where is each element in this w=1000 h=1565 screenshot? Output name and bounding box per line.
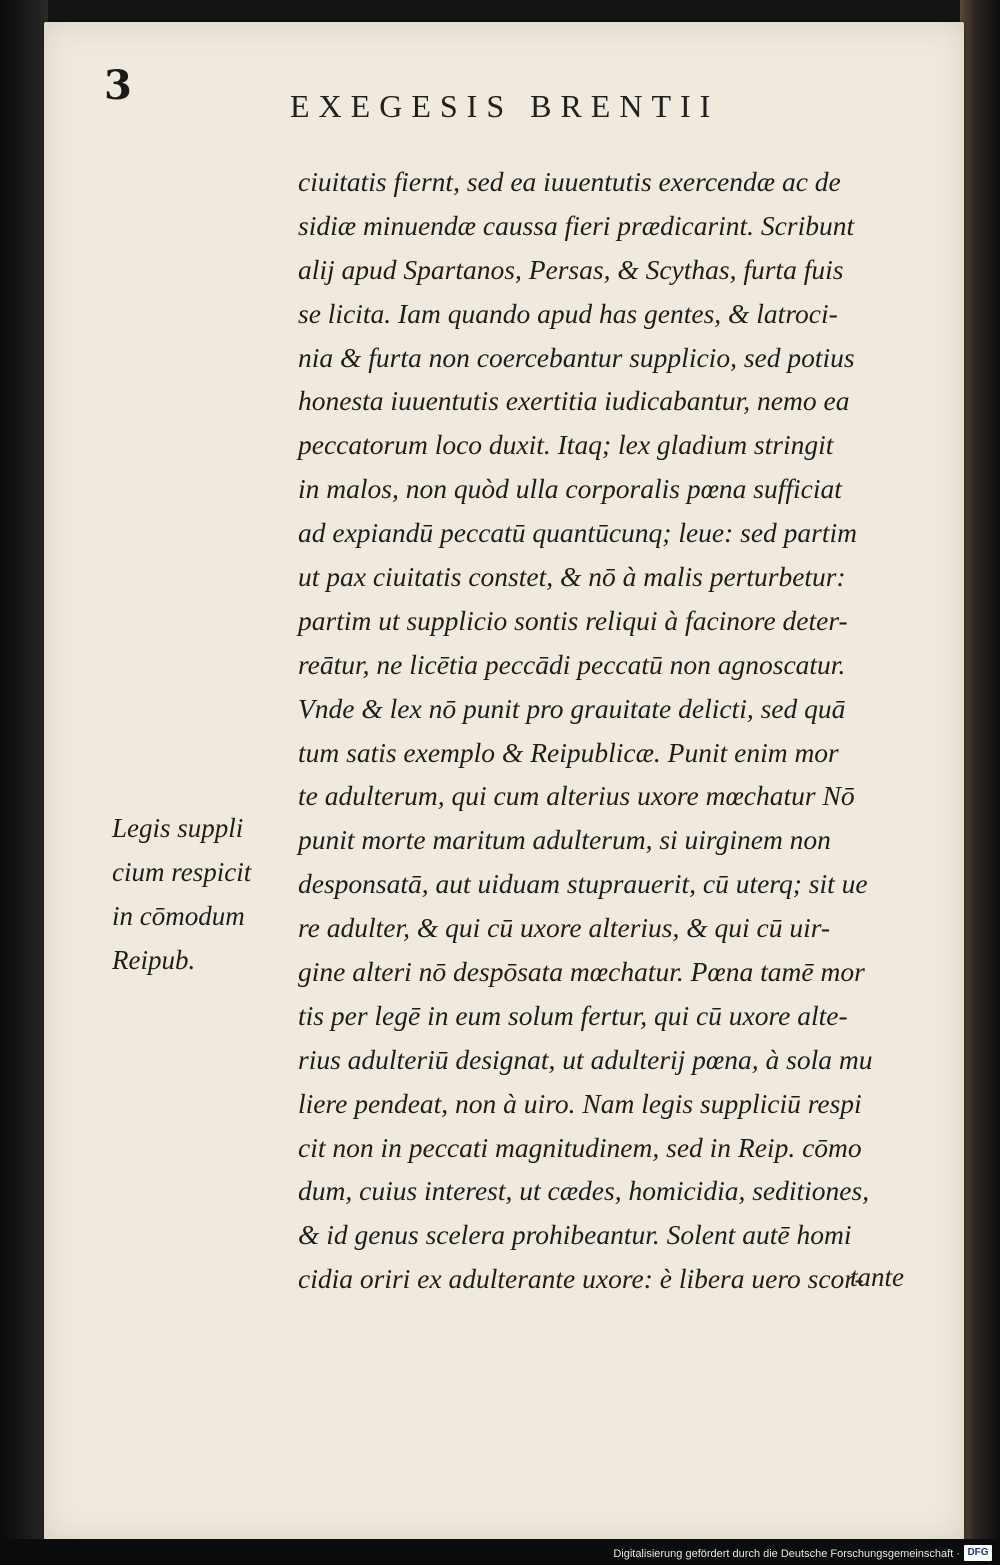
text-line: in malos, non quòd ulla corporalis pœna sufficiat xyxy=(298,473,842,505)
marginal-note xyxy=(112,806,292,982)
text-line: dum, cuius interest, ut cædes, homicidia, seditiones, xyxy=(298,1175,870,1207)
text-line: tis per legē in eum solum fertur, qui cū uxore alte- xyxy=(298,999,848,1031)
book-left-edge xyxy=(0,0,48,1540)
text-line: liere pendeat, non à uiro. Nam legis suppliciū respi xyxy=(298,1087,862,1119)
text-line: re adulter, & qui cū uxore alterius, & qui cū uir- xyxy=(298,912,831,944)
text-line: gine alteri nō despōsata mœchatur. Pœna tamē mor xyxy=(298,956,865,988)
body-text xyxy=(298,160,938,1301)
text-line: ad expiandū peccatū quantūcunq; leue: sed partim xyxy=(298,517,858,549)
text-line: te adulterum, qui cum alterius uxore mœchatur Nō xyxy=(298,780,855,812)
text-line: alij apud Spartanos, Persas, & Scythas, furta fuis xyxy=(298,253,844,285)
text-line: reātur, ne licētia peccādi peccatū non agnoscatur. xyxy=(298,648,846,680)
text-line: & id genus scelera prohibeantur. Solent autē homi xyxy=(298,1219,852,1251)
text-line: cidia oriri ex adulterante uxore: è libera uero scor- xyxy=(298,1263,864,1295)
marginal-note-line: cium respicit xyxy=(112,857,252,887)
text-line: partim ut supplicio sontis reliqui à facinore deter- xyxy=(298,604,848,636)
digitization-credit: Digitalisierung gefördert durch die Deutsche Forschungsgemeinschaft · xyxy=(613,1548,960,1560)
text-line: sidiæ minuendæ caussa fieri prædicarint. Scribunt xyxy=(298,209,855,241)
marginal-note-line: in cōmodum xyxy=(112,901,245,931)
text-line: Vnde & lex nō punit pro grauitate delicti, sed quā xyxy=(298,692,846,724)
text-line: peccatorum loco duxit. Itaq; lex gladium stringit xyxy=(298,429,834,461)
book-right-edge xyxy=(960,0,1000,1540)
catchword: tante xyxy=(850,1262,904,1292)
text-line: se licita. Iam quando apud has gentes, & latroci- xyxy=(298,297,838,329)
running-head: EXEGESIS BRENTII xyxy=(290,88,720,124)
text-line: desponsatā, aut uiduam stuprauerit, cū uterq; sit ue xyxy=(298,868,868,900)
text-line: nia & furta non coercebantur supplicio, sed potius xyxy=(298,341,855,373)
dfg-logo: DFG xyxy=(964,1545,992,1561)
text-line: ut pax ciuitatis constet, & nō à malis perturbetur: xyxy=(298,561,846,593)
marginal-note-line: Reipub. xyxy=(112,945,196,975)
text-line: rius adulteriū designat, ut adulterij pœna, à sola mu xyxy=(298,1043,873,1075)
page-signature: 3 xyxy=(104,62,132,109)
text-line: tum satis exemplo & Reipublicæ. Punit enim mor xyxy=(298,736,839,768)
footer-bar xyxy=(0,1539,1000,1565)
text-line: punit morte maritum adulterum, si uirginem non xyxy=(298,824,831,856)
text-line: honesta iuuentutis exertitia iudicabantur, nemo ea xyxy=(298,385,850,417)
text-line: ciuitatis fiernt, sed ea iuuentutis exercendæ ac de xyxy=(298,166,841,197)
marginal-note-line: Legis suppli xyxy=(112,813,244,843)
text-line: cit non in peccati magnitudinem, sed in Reip. cōmo xyxy=(298,1131,862,1163)
